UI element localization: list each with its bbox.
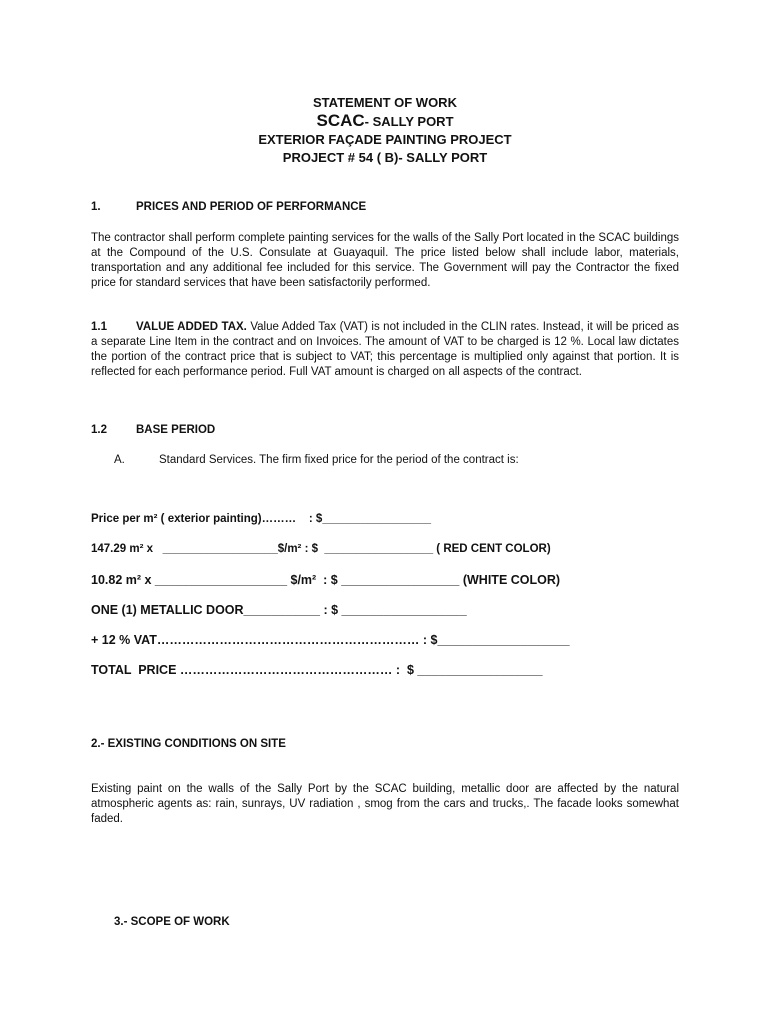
document-title-block [0,94,770,167]
title-statement-of-work: STATEMENT OF WORK [313,95,457,110]
section-1-title: PRICES AND PERIOD OF PERFORMANCE [136,201,367,213]
title-scac: SCAC [316,111,365,130]
title-project-number: PROJECT # 54 ( B)- SALLY PORT [282,150,488,165]
price-vat-line: + 12 % VAT……………………………………………………… : $___________________ [91,633,570,647]
section-1-number: 1. [91,201,101,213]
price-per-m2-line: Price per m² ( exterior painting)……… : $_________________ [91,513,432,525]
section-2-body: Existing paint on the walls of the Sally Port by the SCAC building, metallic door are affected by the natural atmospheric agents as: rain, sunrays, UV radiation , smog from the cars and trucks,. The facade looks somewhat faded. [91,783,679,825]
section-2-heading: 2.- EXISTING CONDITIONS ON SITE [91,738,286,750]
title-sally-port: - SALLY PORT [364,114,454,129]
price-total-line: TOTAL PRICE …………………………………………… : $ __________________ [91,663,543,677]
title-scac-sally-port [0,112,770,131]
section-1-body: The contractor shall perform complete painting services for the walls of the Sally Port located in the SCAC buildings at the Compound of the U.S. Consulate at Guayaquil. The price listed below shall include labor, materials, transportation and any additional fee included for this service. The Government will pay the Contractor the fixed price for standard services that have been satisfactorily performed. [91,232,679,289]
section-1-1-title: VALUE ADDED TAX. [136,321,247,333]
price-white-color-line: 10.82 m² x ___________________ $/m² : $ _________________ (WHITE COLOR) [91,573,561,587]
price-red-color-line: 147.29 m² x __________________$/m² : $ _________________ ( RED CENT COLOR) [91,543,551,555]
section-1-2-item-a [114,454,519,466]
section-1-2-number: 1.2 [91,424,107,436]
section-1-1-number: 1.1 [91,321,107,333]
section-1-1-body: Value Added Tax (VAT) is not included in the CLIN rates. Instead, it will be priced as a separate Line Item in the contract and on Invoices. The amount of VAT to be charged is 12 %. Local law dictates the portion of the contract price that is subject to VAT; this percentage is multiplied only against that portion. It is reflected for each performance period. Full VAT amount is charged on all aspects of the contract. [91,321,679,378]
section-1-2-title: BASE PERIOD [136,424,216,436]
price-metallic-door-line: ONE (1) METALLIC DOOR___________ : $ __________________ [91,603,467,617]
section-1-heading [91,201,366,213]
section-1-2-heading [91,424,215,436]
title-project-name: EXTERIOR FAÇADE PAINTING PROJECT [258,132,512,147]
item-a-letter: A. [114,454,125,466]
section-1-1-paragraph [91,320,679,380]
section-3-heading: 3.- SCOPE OF WORK [114,916,230,928]
item-a-text: Standard Services. The firm fixed price for the period of the contract is: [159,454,519,466]
